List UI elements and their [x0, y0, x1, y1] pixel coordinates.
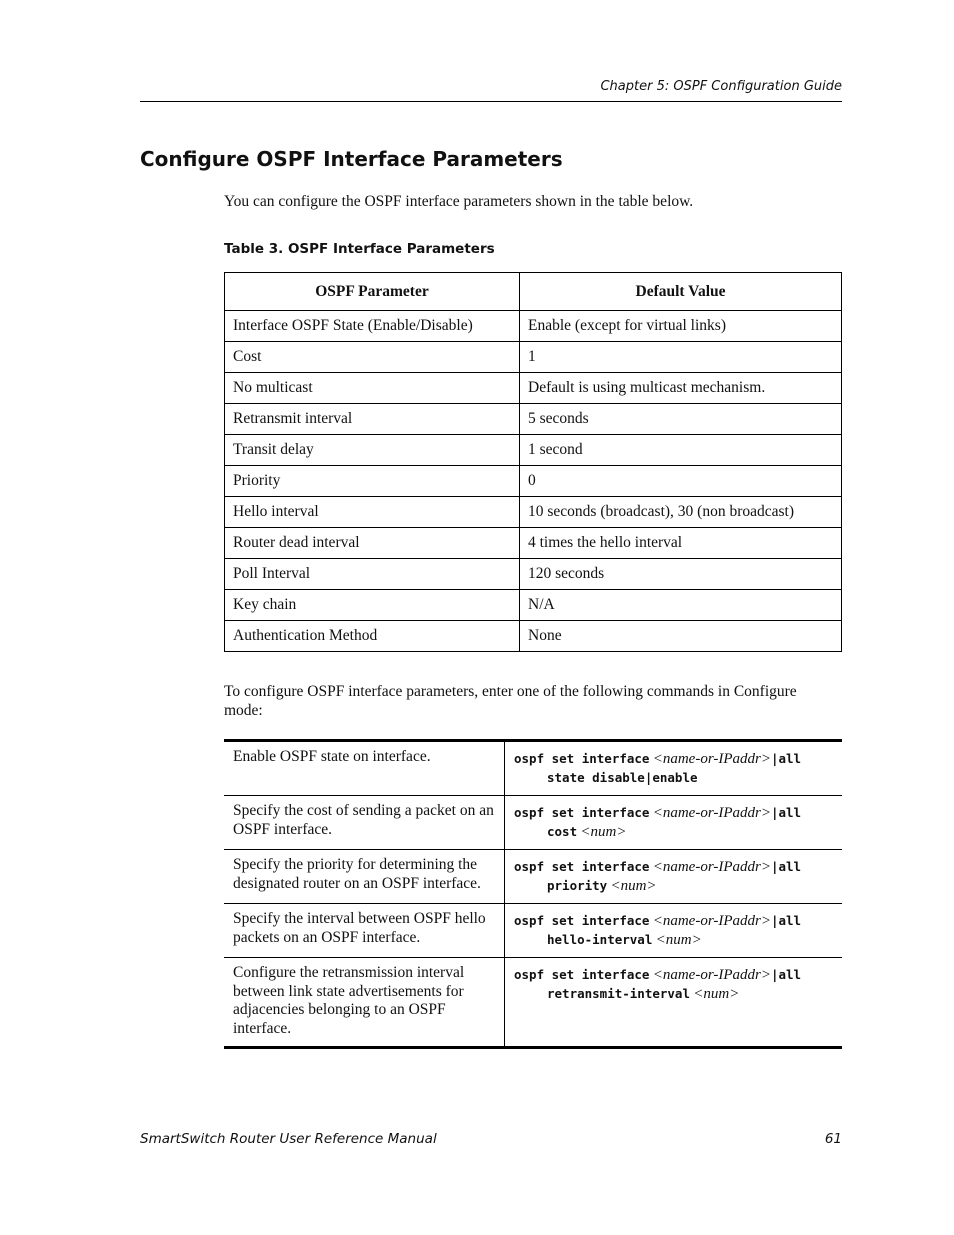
footer-page-number: 61 [824, 1131, 842, 1147]
command-argument: <name-or-IPaddr> [652, 967, 771, 983]
parameter-cell: Poll Interval [225, 559, 520, 590]
table-row [225, 373, 842, 404]
command-syntax [505, 904, 843, 958]
parameter-cell: Router dead interval [225, 528, 520, 559]
command-description: Configure the retransmission interval between link state advertisements for adjacencies belonging to an OSPF interface. [224, 958, 505, 1048]
command-keyword: ospf set interface [514, 751, 650, 766]
parameter-cell: Interface OSPF State (Enable/Disable) [225, 311, 520, 342]
table-row [225, 466, 842, 497]
table-row [225, 342, 842, 373]
default-value-cell: 5 seconds [520, 404, 842, 435]
command-argument: <name-or-IPaddr> [652, 859, 771, 875]
parameter-cell: Transit delay [225, 435, 520, 466]
command-syntax [505, 958, 843, 1048]
command-keyword: state disable|enable [547, 769, 698, 785]
commands-table [224, 739, 842, 1049]
command-keyword: |all [770, 751, 802, 766]
parameter-cell: Cost [225, 342, 520, 373]
running-header: Chapter 5: OSPF Configuration Guide [600, 79, 842, 94]
command-row [224, 958, 842, 1048]
command-description: Specify the cost of sending a packet on an OSPF interface. [224, 796, 505, 850]
table-row [225, 311, 842, 342]
command-syntax [505, 850, 843, 904]
command-argument: <num> [580, 823, 627, 840]
command-description: Enable OSPF state on interface. [224, 741, 505, 796]
default-value-cell: 120 seconds [520, 559, 842, 590]
command-row [224, 904, 842, 958]
command-keyword: ospf set interface [514, 805, 650, 820]
table-caption: Table 3. OSPF Interface Parameters [224, 241, 495, 257]
column-header-default: Default Value [520, 273, 842, 311]
table-header-row [225, 273, 842, 311]
default-value-cell: 4 times the hello interval [520, 528, 842, 559]
default-value-cell: 0 [520, 466, 842, 497]
command-keyword: priority [547, 877, 608, 893]
table-row [225, 528, 842, 559]
table-row [225, 497, 842, 528]
command-keyword: |all [770, 859, 802, 874]
parameter-cell: Key chain [225, 590, 520, 621]
parameter-cell: Retransmit interval [225, 404, 520, 435]
command-keyword: |all [770, 967, 802, 982]
table-row [225, 590, 842, 621]
parameter-cell: Hello interval [225, 497, 520, 528]
table-row [225, 435, 842, 466]
default-value-cell: Default is using multicast mechanism. [520, 373, 842, 404]
footer-manual-title: SmartSwitch Router User Reference Manual [140, 1131, 437, 1147]
parameter-cell: Priority [225, 466, 520, 497]
command-description: Specify the interval between OSPF hello packets on an OSPF interface. [224, 904, 505, 958]
command-keyword: cost [547, 823, 578, 839]
section-title: Configure OSPF Interface Parameters [140, 147, 563, 171]
command-syntax [505, 741, 843, 796]
intro-paragraph: You can configure the OSPF interface parameters shown in the table below. [224, 193, 694, 210]
command-description: Specify the priority for determining the designated router on an OSPF interface. [224, 850, 505, 904]
command-row [224, 796, 842, 850]
table-row [225, 404, 842, 435]
command-keyword: ospf set interface [514, 967, 650, 982]
commands-intro-paragraph: To configure OSPF interface parameters, enter one of the following commands in Configure mode: [224, 683, 797, 719]
header-rule [140, 101, 842, 102]
command-keyword: |all [770, 913, 802, 928]
parameter-cell: No multicast [225, 373, 520, 404]
table-row [225, 559, 842, 590]
default-value-cell: 1 second [520, 435, 842, 466]
command-argument: <name-or-IPaddr> [652, 805, 771, 821]
command-keyword: retransmit-interval [547, 985, 690, 1001]
command-keyword: ospf set interface [514, 859, 650, 874]
command-keyword: hello-interval [547, 931, 653, 947]
command-row [224, 850, 842, 904]
command-syntax [505, 796, 843, 850]
command-argument: <num> [610, 877, 657, 894]
default-value-cell: None [520, 621, 842, 652]
command-keyword: |all [770, 805, 802, 820]
table-row [225, 621, 842, 652]
default-value-cell: 1 [520, 342, 842, 373]
command-argument: <num> [693, 985, 740, 1002]
command-row [224, 741, 842, 796]
command-argument: <num> [655, 931, 702, 948]
parameter-cell: Authentication Method [225, 621, 520, 652]
ospf-parameters-table [224, 272, 842, 652]
command-keyword: ospf set interface [514, 913, 650, 928]
default-value-cell: N/A [520, 590, 842, 621]
default-value-cell: 10 seconds (broadcast), 30 (non broadcast) [520, 497, 842, 528]
command-argument: <name-or-IPaddr> [652, 751, 771, 767]
default-value-cell: Enable (except for virtual links) [520, 311, 842, 342]
command-argument: <name-or-IPaddr> [652, 913, 771, 929]
column-header-parameter: OSPF Parameter [225, 273, 520, 311]
